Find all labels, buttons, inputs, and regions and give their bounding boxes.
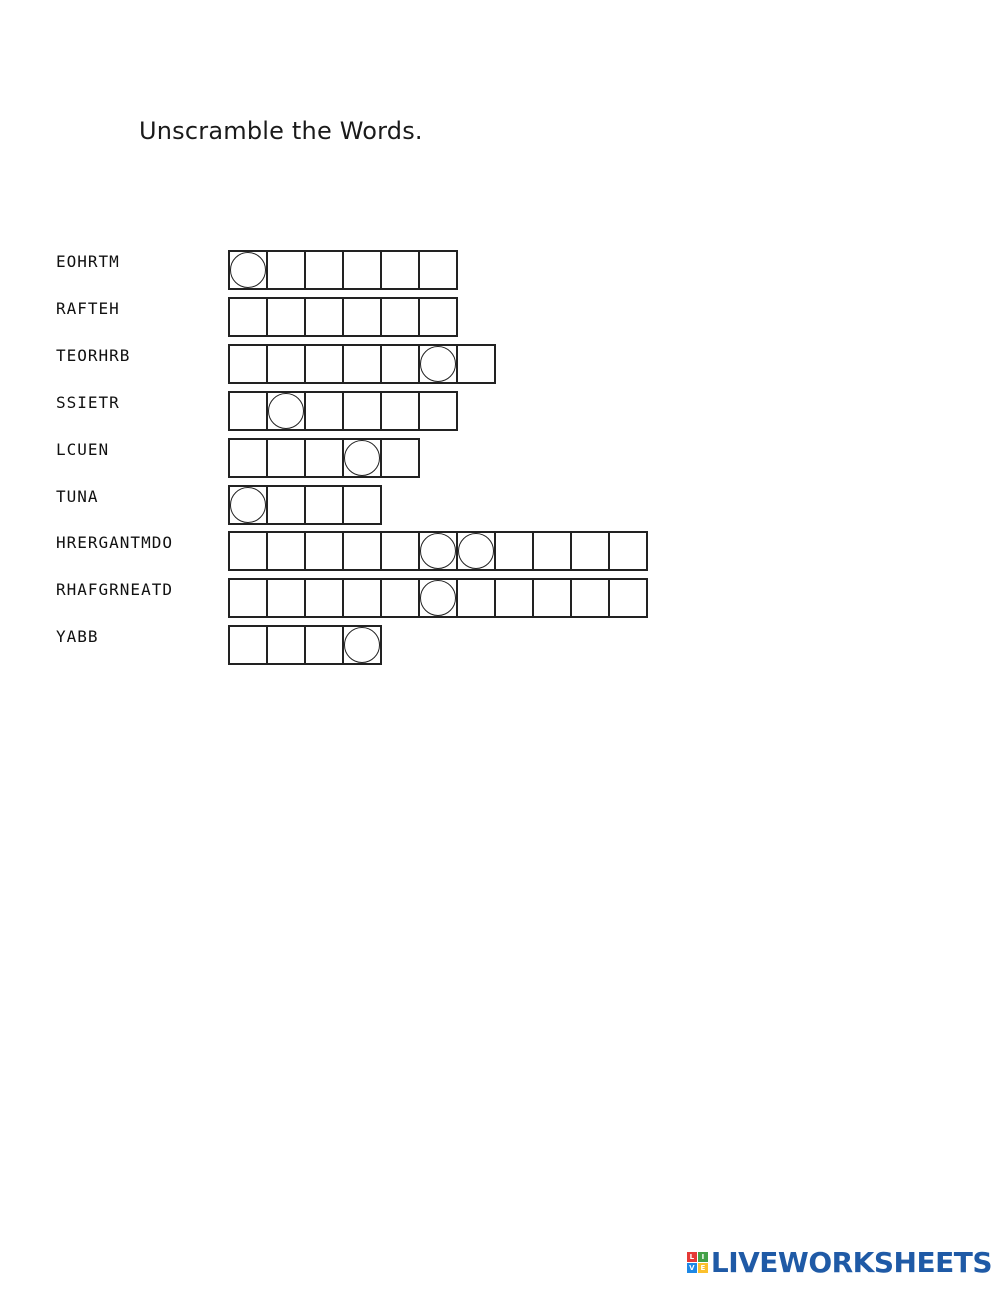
answer-boxes	[228, 344, 496, 384]
scrambled-word: RHAFGRNEATD	[56, 580, 173, 599]
answer-boxes	[228, 485, 382, 525]
logo-tile: V	[687, 1263, 697, 1273]
letter-box[interactable]	[230, 250, 268, 290]
letter-box[interactable]	[534, 531, 572, 571]
letter-box[interactable]	[268, 391, 306, 431]
letter-box[interactable]	[610, 578, 648, 618]
circled-letter-marker	[268, 393, 304, 429]
scrambled-word: SSIETR	[56, 393, 120, 412]
letter-box[interactable]	[306, 391, 344, 431]
letter-box[interactable]	[306, 438, 344, 478]
letter-box[interactable]	[268, 485, 306, 525]
answer-boxes	[228, 438, 420, 478]
letter-box[interactable]	[458, 578, 496, 618]
circled-letter-marker	[230, 252, 266, 288]
answer-boxes	[228, 391, 458, 431]
scrambled-word: RAFTEH	[56, 299, 120, 318]
letter-box[interactable]	[344, 578, 382, 618]
letter-box[interactable]	[306, 344, 344, 384]
letter-box[interactable]	[420, 344, 458, 384]
letter-box[interactable]	[420, 578, 458, 618]
answer-boxes	[228, 531, 648, 571]
letter-box[interactable]	[496, 578, 534, 618]
circled-letter-marker	[420, 580, 456, 616]
liveworksheets-logo	[687, 1246, 992, 1279]
circled-letter-marker	[420, 533, 456, 569]
letter-box[interactable]	[306, 485, 344, 525]
letter-box[interactable]	[344, 297, 382, 337]
scrambled-word: LCUEN	[56, 440, 110, 459]
letter-box[interactable]	[610, 531, 648, 571]
letter-box[interactable]	[268, 531, 306, 571]
letter-box[interactable]	[344, 391, 382, 431]
letter-box[interactable]	[344, 438, 382, 478]
letter-box[interactable]	[230, 344, 268, 384]
letter-box[interactable]	[230, 531, 268, 571]
letter-box[interactable]	[458, 344, 496, 384]
letter-box[interactable]	[306, 297, 344, 337]
letter-box[interactable]	[382, 344, 420, 384]
letter-box[interactable]	[382, 438, 420, 478]
letter-box[interactable]	[306, 578, 344, 618]
letter-box[interactable]	[268, 438, 306, 478]
letter-box[interactable]	[344, 250, 382, 290]
scrambled-word: TUNA	[56, 487, 99, 506]
letter-box[interactable]	[268, 625, 306, 665]
letter-box[interactable]	[268, 297, 306, 337]
letter-box[interactable]	[306, 531, 344, 571]
letter-box[interactable]	[344, 625, 382, 665]
logo-text: LIVEWORKSHEETS	[710, 1246, 992, 1279]
circled-letter-marker	[458, 533, 494, 569]
circled-letter-marker	[420, 346, 456, 382]
letter-box[interactable]	[420, 250, 458, 290]
answer-boxes	[228, 297, 458, 337]
worksheet-title: Unscramble the Words.	[139, 117, 423, 145]
scrambled-word: HRERGANTMDO	[56, 533, 173, 552]
letter-box[interactable]	[458, 531, 496, 571]
letter-box[interactable]	[382, 578, 420, 618]
letter-box[interactable]	[420, 391, 458, 431]
letter-box[interactable]	[382, 531, 420, 571]
letter-box[interactable]	[572, 531, 610, 571]
answer-boxes	[228, 250, 458, 290]
scrambled-word: TEORHRB	[56, 346, 131, 365]
letter-box[interactable]	[306, 625, 344, 665]
letter-box[interactable]	[230, 625, 268, 665]
letter-box[interactable]	[534, 578, 572, 618]
letter-box[interactable]	[344, 485, 382, 525]
letter-box[interactable]	[268, 578, 306, 618]
logo-tiles-icon	[687, 1252, 708, 1273]
letter-box[interactable]	[306, 250, 344, 290]
letter-box[interactable]	[382, 297, 420, 337]
letter-box[interactable]	[572, 578, 610, 618]
logo-tile: E	[698, 1263, 708, 1273]
scrambled-word: EOHRTM	[56, 252, 120, 271]
letter-box[interactable]	[230, 578, 268, 618]
logo-tile: L	[687, 1252, 697, 1262]
letter-box[interactable]	[230, 391, 268, 431]
logo-tile: I	[698, 1252, 708, 1262]
scrambled-word: YABB	[56, 627, 99, 646]
answer-boxes	[228, 578, 648, 618]
letter-box[interactable]	[230, 297, 268, 337]
letter-box[interactable]	[344, 531, 382, 571]
circled-letter-marker	[344, 627, 380, 663]
letter-box[interactable]	[230, 438, 268, 478]
letter-box[interactable]	[382, 391, 420, 431]
circled-letter-marker	[230, 487, 266, 523]
letter-box[interactable]	[268, 250, 306, 290]
letter-box[interactable]	[344, 344, 382, 384]
letter-box[interactable]	[268, 344, 306, 384]
circled-letter-marker	[344, 440, 380, 476]
letter-box[interactable]	[230, 485, 268, 525]
letter-box[interactable]	[496, 531, 534, 571]
letter-box[interactable]	[420, 297, 458, 337]
letter-box[interactable]	[420, 531, 458, 571]
answer-boxes	[228, 625, 382, 665]
letter-box[interactable]	[382, 250, 420, 290]
